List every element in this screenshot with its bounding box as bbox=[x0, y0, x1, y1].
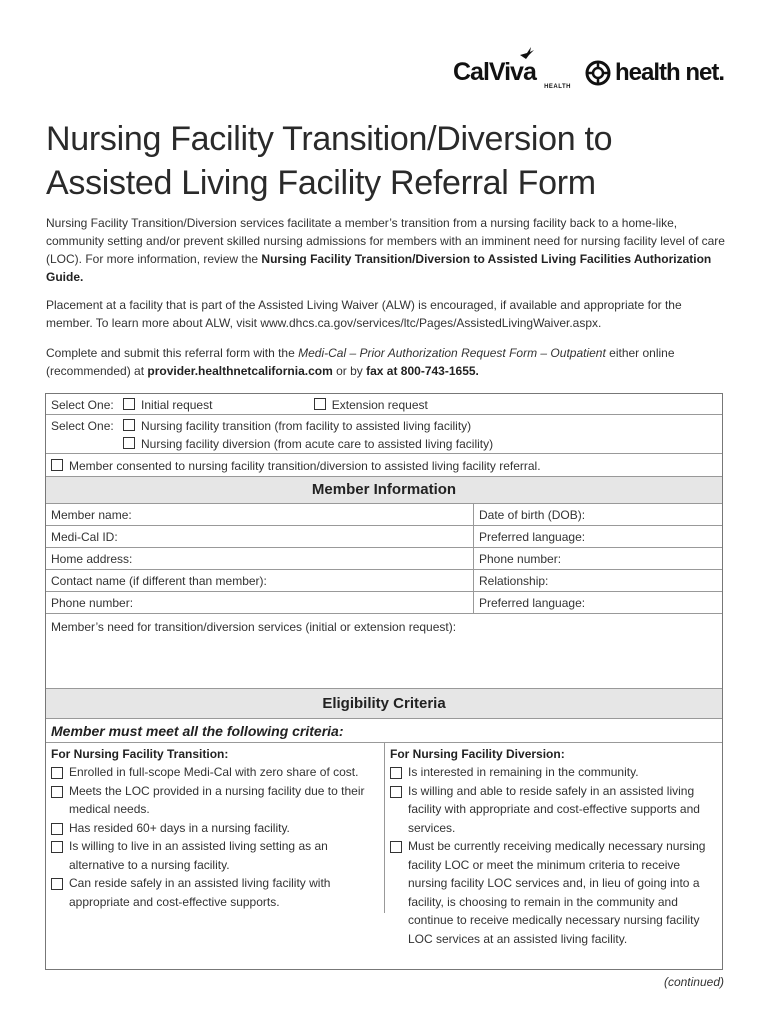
list-item bbox=[51, 874, 379, 911]
referral-form bbox=[45, 393, 723, 970]
criteria-row bbox=[46, 743, 722, 969]
list-item bbox=[51, 763, 379, 782]
criteria-text: Meets the LOC provided in a nursing facility due to their medical needs. bbox=[69, 783, 365, 816]
member-row bbox=[46, 526, 722, 548]
criteria-checkbox[interactable] bbox=[51, 786, 63, 798]
calviva-wordmark: CalViva bbox=[452, 58, 536, 86]
transition-checkbox[interactable] bbox=[123, 419, 135, 431]
page-title bbox=[46, 117, 726, 205]
alw-paragraph bbox=[46, 296, 726, 332]
relationship-field[interactable]: Relationship: bbox=[479, 574, 549, 588]
list-item bbox=[390, 763, 717, 782]
member-need-row bbox=[46, 614, 722, 689]
calviva-subtext: HEALTH bbox=[544, 84, 571, 90]
diversion-checkbox[interactable] bbox=[123, 437, 135, 449]
list-item bbox=[390, 837, 717, 948]
criteria-checkbox[interactable] bbox=[51, 767, 63, 779]
extension-request-label: Extension request bbox=[331, 398, 428, 412]
healthnet-emblem-icon bbox=[585, 60, 611, 86]
criteria-text: Must be currently receiving medically necessary nursing facility LOC or meet the minimum criteria to receive nursing facility LOC services and, in lieu of going into a facility, is choosing to remain in the community and continue to receive medically necessary nursing facility LOC services at an assisted living facility. bbox=[408, 839, 706, 946]
contact-preferred-language-field[interactable]: Preferred language: bbox=[479, 596, 586, 610]
healthnet-logo bbox=[585, 46, 724, 87]
list-item bbox=[51, 819, 379, 838]
eligibility-criteria-header: Eligibility Criteria bbox=[46, 689, 722, 719]
fax-number: fax at 800-743-1655. bbox=[366, 364, 479, 378]
initial-request-label: Initial request bbox=[141, 398, 213, 412]
transition-label: Nursing facility transition (from facility to assisted living facility) bbox=[141, 419, 472, 433]
preferred-language-field[interactable]: Preferred language: bbox=[479, 530, 586, 544]
transition-criteria bbox=[46, 743, 385, 913]
intro-text: Nursing Facility Transition/Diversion services facilitate a member’s transition from a nursing facility back to a home-like, community setting and/or prevent skilled nursing admissions for members with an imminent need for nursing facility level of care (LOC). For more information, review the bbox=[46, 216, 725, 266]
criteria-text: Can reside safely in an assisted living facility with appropriate and cost-effective supports. bbox=[69, 876, 331, 909]
must-meet-label: Member must meet all the following criteria: bbox=[51, 723, 344, 739]
consent-checkbox[interactable] bbox=[51, 459, 63, 471]
criteria-checkbox[interactable] bbox=[390, 841, 402, 853]
criteria-checkbox[interactable] bbox=[390, 786, 402, 798]
dob-field[interactable]: Date of birth (DOB): bbox=[479, 508, 586, 522]
submit-paragraph bbox=[46, 344, 726, 380]
criteria-text: Is willing to live in an assisted living setting as an alternative to a nursing facility. bbox=[69, 839, 328, 872]
submit-text-1: Complete and submit this referral form with the bbox=[46, 346, 299, 360]
list-item bbox=[51, 837, 379, 874]
service-type-row bbox=[46, 415, 722, 454]
provider-website[interactable]: provider.healthnetcalifornia.com bbox=[147, 364, 333, 378]
member-need-field[interactable]: Member’s need for transition/diversion services (initial or extension request): bbox=[51, 620, 457, 634]
diversion-label: Nursing facility diversion (from acute care to assisted living facility) bbox=[141, 437, 494, 451]
member-row bbox=[46, 592, 722, 614]
consent-row bbox=[46, 454, 722, 477]
criteria-checkbox[interactable] bbox=[51, 823, 63, 835]
criteria-checkbox[interactable] bbox=[51, 878, 63, 890]
criteria-text: Enrolled in full-scope Medi-Cal with zero share of cost. bbox=[69, 765, 359, 779]
must-meet-row bbox=[46, 719, 722, 743]
select-one-label: Select One: bbox=[51, 398, 114, 412]
submit-text-3: or by bbox=[332, 364, 367, 378]
prior-auth-form-name: Medi-Cal – Prior Authorization Request Form – Outpatient bbox=[298, 346, 606, 360]
member-row bbox=[46, 570, 722, 592]
member-row bbox=[46, 548, 722, 570]
transition-criteria-heading: For Nursing Facility Transition: bbox=[51, 747, 229, 761]
initial-request-checkbox[interactable] bbox=[123, 398, 135, 410]
member-name-field[interactable]: Member name: bbox=[46, 504, 474, 526]
criteria-checkbox[interactable] bbox=[51, 841, 63, 853]
member-row bbox=[46, 504, 722, 526]
diversion-criteria-heading: For Nursing Facility Diversion: bbox=[390, 747, 565, 761]
authorization-guide-link: Nursing Facility Transition/Diversion to Assisted Living Facilities Authorization Guide. bbox=[46, 252, 712, 284]
contact-phone-field[interactable]: Phone number: bbox=[46, 592, 474, 614]
criteria-checkbox[interactable] bbox=[390, 767, 402, 779]
member-information-header: Member Information bbox=[46, 477, 722, 504]
select-one-label-2: Select One: bbox=[51, 419, 114, 433]
healthnet-wordmark: health net. bbox=[614, 59, 724, 86]
criteria-text: Is interested in remaining in the community. bbox=[408, 765, 639, 779]
diversion-criteria bbox=[385, 743, 722, 950]
logos bbox=[453, 46, 724, 96]
request-type-row bbox=[46, 394, 722, 415]
submit-text-2: either online (recommended) at bbox=[46, 346, 675, 378]
title-line-2: Assisted Living Facility Referral Form bbox=[46, 164, 596, 202]
medi-cal-id-field[interactable]: Medi-Cal ID: bbox=[46, 526, 474, 548]
phone-number-field[interactable]: Phone number: bbox=[479, 552, 562, 566]
intro-paragraph bbox=[46, 214, 726, 286]
extension-request-checkbox[interactable] bbox=[314, 398, 326, 410]
list-item bbox=[390, 782, 717, 838]
criteria-text: Has resided 60+ days in a nursing facility. bbox=[69, 820, 290, 835]
list-item bbox=[51, 782, 379, 819]
title-line-1: Nursing Facility Transition/Diversion to bbox=[46, 120, 613, 158]
criteria-text: Is willing and able to reside safely in an assisted living facility with appropriate and cost-effective supports and services. bbox=[408, 783, 700, 835]
continued-label: (continued) bbox=[663, 975, 724, 989]
contact-name-field[interactable]: Contact name (if different than member): bbox=[46, 570, 474, 592]
consent-label: Member consented to nursing facility transition/diversion to assisted living facility referral. bbox=[69, 459, 541, 473]
home-address-field[interactable]: Home address: bbox=[46, 548, 474, 570]
calviva-logo bbox=[453, 46, 571, 96]
alw-text: Placement at a facility that is part of the Assisted Living Waiver (ALW) is encouraged, if available and appropriate for the member. To learn more about ALW, visit www.dhcs.ca.gov/services/ltc/Pages/AssistedLivingWaiver.aspx. bbox=[46, 298, 682, 330]
